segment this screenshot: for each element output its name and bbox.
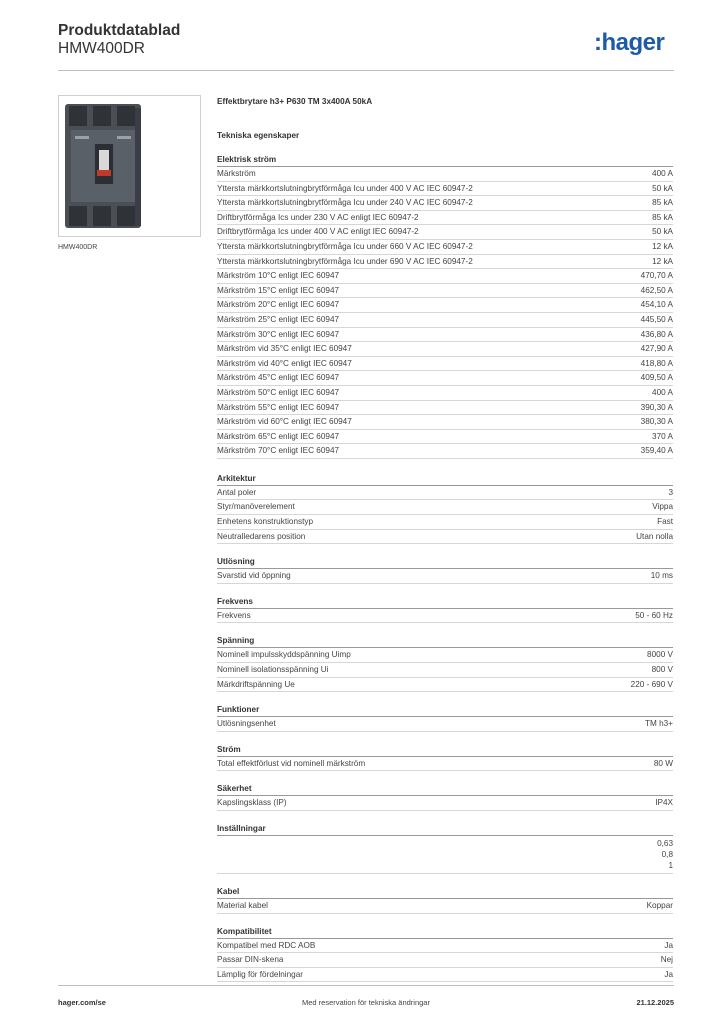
spec-label: Passar DIN-skena (217, 955, 284, 965)
spec-row (217, 211, 673, 226)
spec-value: 800 V (651, 665, 673, 675)
spec-value: 427,90 A (640, 344, 673, 354)
spec-value: 12 kA (652, 256, 673, 266)
spec-row (217, 401, 673, 416)
section-title: Funktioner (217, 703, 673, 717)
spec-row (217, 269, 673, 284)
spec-label: Utlösningsenhet (217, 719, 276, 729)
spec-value: 409,50 A (640, 373, 673, 383)
page-header (58, 22, 180, 58)
spec-row (217, 678, 673, 693)
product-name: Effektbrytare h3+ P630 TM 3x400A 50kA (217, 97, 373, 106)
hager-logo (594, 30, 674, 56)
spec-label: Nominell isolationsspänning Ui (217, 665, 329, 675)
spec-value: 0,8 (661, 850, 673, 859)
spec-section (217, 555, 673, 584)
hager-logo-text: :hager (594, 30, 665, 56)
spec-row (217, 298, 673, 313)
spec-label: Märkström vid 60°C enligt IEC 60947 (217, 417, 352, 427)
spec-value: Ja (664, 969, 673, 979)
spec-label: Frekvens (217, 610, 251, 620)
spec-row (217, 486, 673, 501)
spec-section (217, 153, 673, 459)
spec-label: Enhetens konstruktionstyp (217, 517, 314, 527)
spec-row (217, 757, 673, 772)
spec-row (217, 569, 673, 584)
section-title: Kompatibilitet (217, 925, 673, 939)
spec-value: Koppar (646, 901, 673, 910)
spec-row (217, 225, 673, 240)
spec-label: Märkström 55°C enligt IEC 60947 (217, 402, 340, 412)
spec-row (217, 953, 673, 968)
spec-label: Styr/manöverelement (217, 502, 295, 512)
spec-value: 359,40 A (640, 446, 673, 456)
spec-value: 445,50 A (640, 314, 673, 324)
section-title: Arkitektur (217, 472, 673, 486)
spec-value: 85 kA (652, 198, 673, 208)
spec-value: 85 kA (652, 212, 673, 222)
spec-value: Ja (664, 940, 673, 950)
spec-value: 80 W (653, 758, 673, 768)
spec-sections (217, 153, 673, 982)
spec-section (217, 472, 673, 544)
spec-label: Yttersta märkkortslutningbrytförmåga Icu under 400 V AC IEC 60947-2 (217, 183, 473, 193)
spec-row (217, 255, 673, 270)
spec-label: Kapslingsklass (IP) (217, 798, 287, 808)
spec-value: 3 (668, 487, 673, 497)
spec-row (217, 968, 673, 983)
spec-row (217, 182, 673, 197)
spec-label: Märkström 15°C enligt IEC 60947 (217, 285, 340, 295)
spec-value: 470,70 A (640, 271, 673, 281)
spec-value: 400 A (652, 387, 673, 397)
footer-note: Med reservation för tekniska ändringar (302, 998, 430, 1007)
spec-section (217, 595, 673, 624)
spec-label: Yttersta märkkortslutningbrytförmåga Icu under 690 V AC IEC 60947-2 (217, 256, 473, 266)
spec-label: Yttersta märkkortslutningbrytförmåga Icu under 660 V AC IEC 60947-2 (217, 241, 473, 251)
spec-value: 0,63 (657, 839, 673, 848)
spec-label: Märkström (217, 169, 256, 178)
spec-label: Kompatibel med RDC AOB (217, 940, 316, 950)
section-title: Frekvens (217, 595, 673, 609)
spec-value: 50 kA (652, 227, 673, 237)
spec-label: Material kabel (217, 901, 268, 910)
spec-label: Antal poler (217, 487, 257, 497)
spec-label: Yttersta märkkortslutningbrytförmåga Icu under 240 V AC IEC 60947-2 (217, 198, 473, 208)
spec-label: Märkström 25°C enligt IEC 60947 (217, 314, 340, 324)
section-title: Säkerhet (217, 782, 673, 796)
spec-label: Märkström 45°C enligt IEC 60947 (217, 373, 340, 383)
spec-row (217, 515, 673, 530)
spec-value: 418,80 A (640, 358, 673, 368)
spec-label: Märkström 65°C enligt IEC 60947 (217, 431, 340, 441)
spec-section (217, 634, 673, 692)
spec-label: Märkström 50°C enligt IEC 60947 (217, 387, 340, 397)
spec-section (217, 743, 673, 772)
spec-row (217, 386, 673, 401)
spec-row (217, 648, 673, 663)
spec-label: Märkström vid 35°C enligt IEC 60947 (217, 344, 352, 354)
spec-row (217, 530, 673, 545)
spec-value: IP4X (655, 798, 673, 808)
spec-row (217, 240, 673, 255)
spec-label: Märkström 70°C enligt IEC 60947 (217, 446, 340, 456)
spec-value: 370 A (652, 431, 673, 441)
section-title: Utlösning (217, 555, 673, 569)
spec-row (217, 939, 673, 954)
spec-row (217, 609, 673, 624)
spec-label: Märkström 20°C enligt IEC 60947 (217, 300, 340, 310)
spec-row (217, 196, 673, 211)
header-divider (58, 70, 674, 71)
circuit-breaker-image (58, 95, 201, 237)
spec-values (657, 838, 673, 871)
spec-label: Driftbrytförmåga Ics under 230 V AC enligt IEC 60947-2 (217, 212, 419, 222)
spec-row (217, 663, 673, 678)
spec-row (217, 357, 673, 372)
spec-row (217, 444, 673, 459)
spec-value: TM h3+ (645, 719, 673, 729)
section-title: Spänning (217, 634, 673, 648)
spec-label: Märkdriftspänning Ue (217, 679, 295, 689)
spec-section (217, 925, 673, 983)
spec-row (217, 836, 673, 874)
footer-date: 21.12.2025 (636, 998, 674, 1007)
spec-label: Nominell impulsskyddspänning Uimp (217, 650, 351, 660)
page-title: Produktdatablad (58, 22, 181, 39)
spec-row (217, 415, 673, 430)
spec-value: 1 (668, 861, 673, 870)
spec-value: 390,30 A (640, 402, 673, 412)
spec-row (217, 167, 673, 182)
spec-value: 50 kA (652, 183, 673, 193)
spec-label: Märkström 10°C enligt IEC 60947 (217, 271, 340, 281)
spec-label: Svarstid vid öppning (217, 571, 291, 581)
section-title: Kabel (217, 885, 673, 899)
spec-value: 10 ms (650, 571, 673, 581)
spec-value: 400 A (652, 169, 673, 178)
spec-content (217, 95, 673, 982)
spec-label: Neutralledarens position (217, 531, 306, 541)
footer-website: hager.com/se (58, 998, 106, 1007)
spec-row (217, 796, 673, 811)
spec-label: Lämplig för fördelningar (217, 969, 304, 979)
spec-value: Fast (657, 517, 673, 527)
spec-value: Nej (660, 955, 673, 965)
spec-section (217, 822, 673, 874)
spec-value: 462,50 A (640, 285, 673, 295)
spec-value: 380,30 A (640, 417, 673, 427)
spec-value: 436,80 A (640, 329, 673, 339)
spec-section (217, 782, 673, 811)
spec-section (217, 703, 673, 732)
footer-divider (58, 985, 674, 986)
spec-label: Märkström 30°C enligt IEC 60947 (217, 329, 340, 339)
section-title: Ström (217, 743, 673, 757)
spec-row (217, 899, 673, 914)
spec-label: Märkström vid 40°C enligt IEC 60947 (217, 358, 352, 368)
spec-value: 12 kA (652, 241, 673, 251)
section-title: Elektrisk ström (217, 153, 673, 167)
tech-specs-title: Tekniska egenskaper (217, 131, 300, 140)
spec-value: 50 - 60 Hz (635, 610, 673, 620)
spec-row (217, 371, 673, 386)
section-title: Inställningar (217, 822, 673, 836)
spec-value: 8000 V (647, 650, 673, 660)
spec-row (217, 430, 673, 445)
spec-value: Utan nolla (636, 531, 673, 541)
spec-label: Driftbrytförmåga Ics under 400 V AC enligt IEC 60947-2 (217, 227, 419, 237)
spec-value: 220 - 690 V (630, 679, 673, 689)
spec-row (217, 342, 673, 357)
spec-value: Vippa (652, 502, 673, 512)
spec-label: Total effektförlust vid nominell märkström (217, 758, 366, 768)
spec-row (217, 284, 673, 299)
spec-row (217, 717, 673, 732)
page-subtitle: HMW400DR (58, 40, 145, 57)
spec-row (217, 500, 673, 515)
spec-section (217, 885, 673, 914)
image-caption: HMW400DR (58, 244, 98, 251)
spec-value: 454,10 A (640, 300, 673, 310)
spec-row (217, 313, 673, 328)
page-footer (58, 993, 674, 1007)
spec-row (217, 328, 673, 343)
